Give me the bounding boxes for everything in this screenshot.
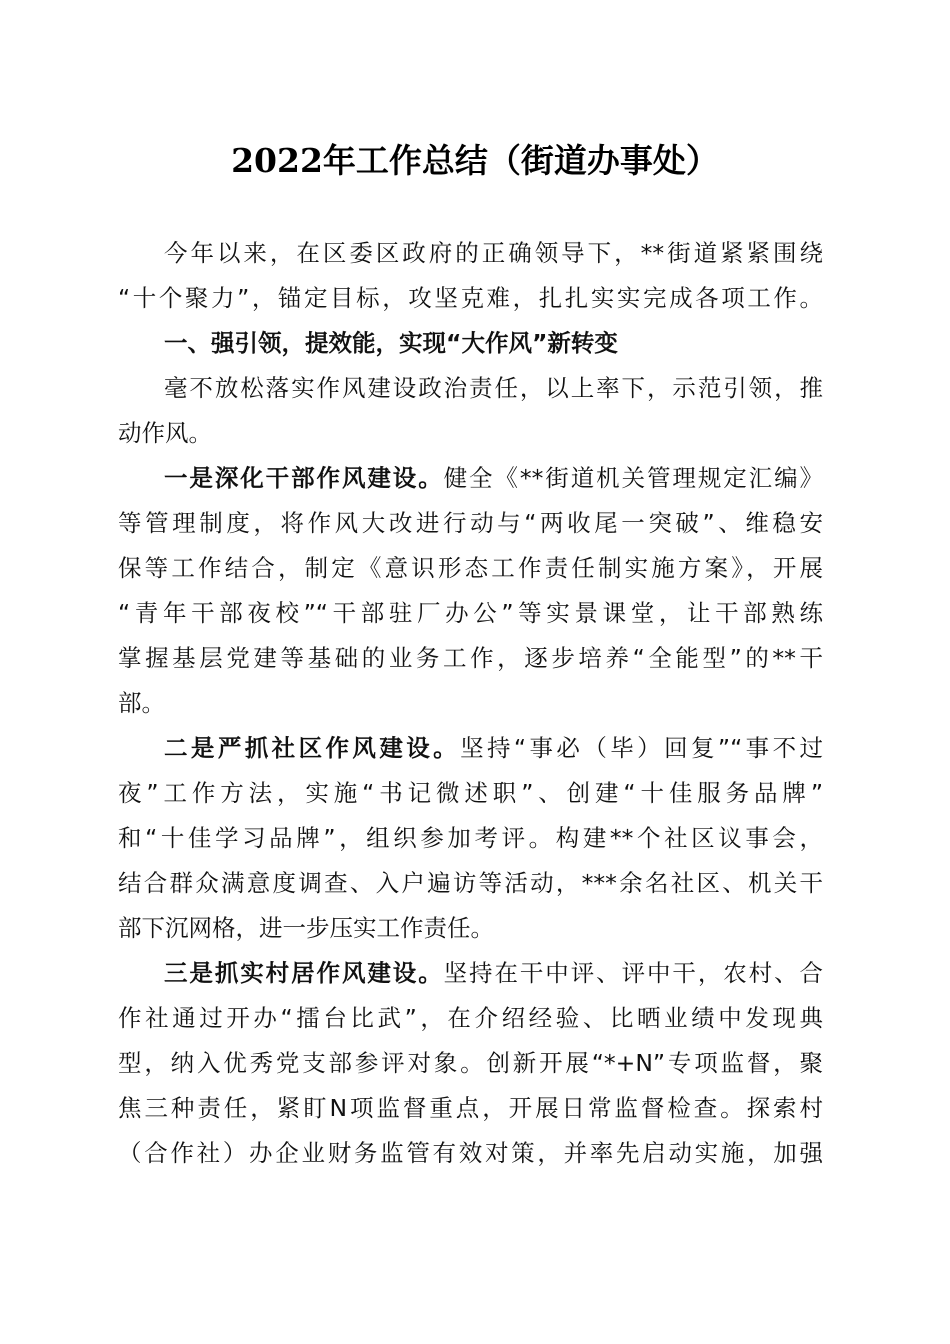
body-line: 等管理制度，将作风大改进行动与“两收尾一突破”、维稳安	[118, 509, 823, 537]
subpoint-lead-1: 一是深化干部作风建设。	[164, 464, 444, 492]
document-title: 2022年工作总结（街道办事处）	[231, 141, 719, 180]
body-line: （合作社）办企业财务监管有效对策，并率先启动实施，加强	[118, 1139, 823, 1167]
body-line-with-lead	[164, 731, 823, 765]
body-line-with-lead	[164, 956, 823, 990]
section-heading-1: 一、强引领，提效能，实现“大作风”新转变	[164, 329, 618, 357]
body-line: 夜”工作方法，实施“书记微述职”、创建“十佳服务品牌”	[118, 779, 823, 807]
body-line-with-lead	[164, 461, 823, 495]
body-line: 焦三种责任，紧盯N项监督重点，开展日常监督检查。探索村	[118, 1094, 823, 1122]
intro-line-1: 今年以来，在区委区政府的正确领导下，**街道紧紧围绕	[164, 239, 823, 267]
body-line: 型，纳入优秀党支部参评对象。创新开展“*+N”专项监督，聚	[118, 1049, 823, 1077]
subpoint-lead-3: 三是抓实村居作风建设。	[164, 959, 444, 987]
body-line: 部下沉网格，进一步压实工作责任。	[118, 914, 494, 942]
body-text: 坚持在干中评、评中干，农村、合	[443, 959, 824, 987]
body-line: 作社通过开办“擂台比武”，在介绍经验、比晒业绩中发现典	[118, 1004, 823, 1032]
intro-line-2: “十个聚力”，锚定目标，攻坚克难，扎扎实实完成各项工作。	[118, 284, 823, 312]
body-line: 部。	[118, 689, 165, 717]
body-line: 动作风。	[118, 419, 212, 447]
body-line: 掌握基层党建等基础的业务工作，逐步培养“全能型”的**干	[118, 644, 823, 672]
body-text: 坚持“事必（毕）回复”“事不过	[460, 734, 824, 762]
body-line: 和“十佳学习品牌”，组织参加考评。构建**个社区议事会，	[118, 824, 823, 852]
body-line: 结合群众满意度调查、入户遍访等活动，***余名社区、机关干	[118, 869, 823, 897]
body-text: 健全《**街道机关管理规定汇编》	[443, 464, 824, 492]
body-line: 保等工作结合，制定《意识形态工作责任制实施方案》，开展	[118, 554, 823, 582]
body-line: 毫不放松落实作风建设政治责任，以上率下，示范引领，推	[164, 374, 823, 402]
subpoint-lead-2: 二是严抓社区作风建设。	[164, 734, 461, 762]
body-line: “青年干部夜校”“干部驻厂办公”等实景课堂，让干部熟练	[118, 599, 823, 627]
